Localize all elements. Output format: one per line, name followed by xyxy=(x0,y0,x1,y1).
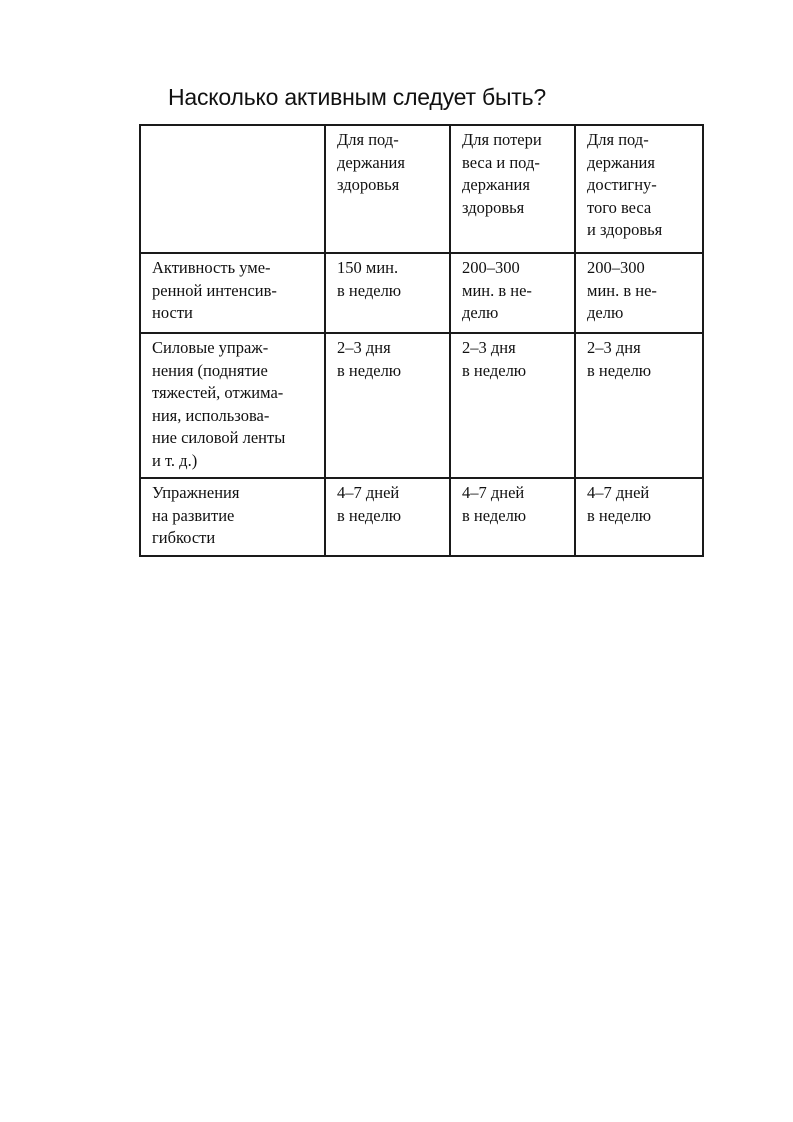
row-label-cell xyxy=(140,478,325,556)
table-cell xyxy=(325,333,450,478)
cell-value: 2–3 дня в неделю xyxy=(337,338,402,380)
table-cell xyxy=(450,478,575,556)
table-cell xyxy=(575,253,703,333)
table-cell xyxy=(450,333,575,478)
cell-value: 4–7 дней в неделю xyxy=(587,483,652,525)
row-label-cell xyxy=(140,333,325,478)
cell-value: 200–300 мин. в не- делю xyxy=(587,258,657,322)
table-cell xyxy=(575,478,703,556)
header-label: Для под- держания здоровья xyxy=(337,130,405,194)
row-label-cell xyxy=(140,253,325,333)
row-label: Силовые упраж- нения (поднятие тяжестей, отжима- ния, использова- ние силовой ленты и т. д.) xyxy=(152,338,286,470)
cell-value: 4–7 дней в неделю xyxy=(337,483,402,525)
header-cell-maintain-health xyxy=(325,125,450,253)
header-cell-empty xyxy=(140,125,325,253)
row-label: Упражнения на развитие гибкости xyxy=(152,483,240,547)
table-row xyxy=(140,478,703,556)
cell-value: 200–300 мин. в не- делю xyxy=(462,258,532,322)
table-cell xyxy=(325,253,450,333)
header-label: Для под- держания достигну- того веса и здоровья xyxy=(587,130,663,239)
table-cell xyxy=(450,253,575,333)
page-title: Насколько активным следует быть? xyxy=(168,84,546,110)
header-cell-weight-loss xyxy=(450,125,575,253)
header-label: Для потери веса и под- держания здоровья xyxy=(462,130,542,217)
table-row xyxy=(140,333,703,478)
cell-value: 150 мин. в неделю xyxy=(337,258,402,300)
header-cell-maintain-weight xyxy=(575,125,703,253)
row-label: Активность уме- ренной интенсив- ности xyxy=(152,258,277,322)
activity-table xyxy=(139,124,704,557)
table-cell xyxy=(325,478,450,556)
table-cell xyxy=(575,333,703,478)
table-row xyxy=(140,253,703,333)
cell-value: 2–3 дня в неделю xyxy=(587,338,652,380)
cell-value: 4–7 дней в неделю xyxy=(462,483,527,525)
table-header-row xyxy=(140,125,703,253)
cell-value: 2–3 дня в неделю xyxy=(462,338,527,380)
